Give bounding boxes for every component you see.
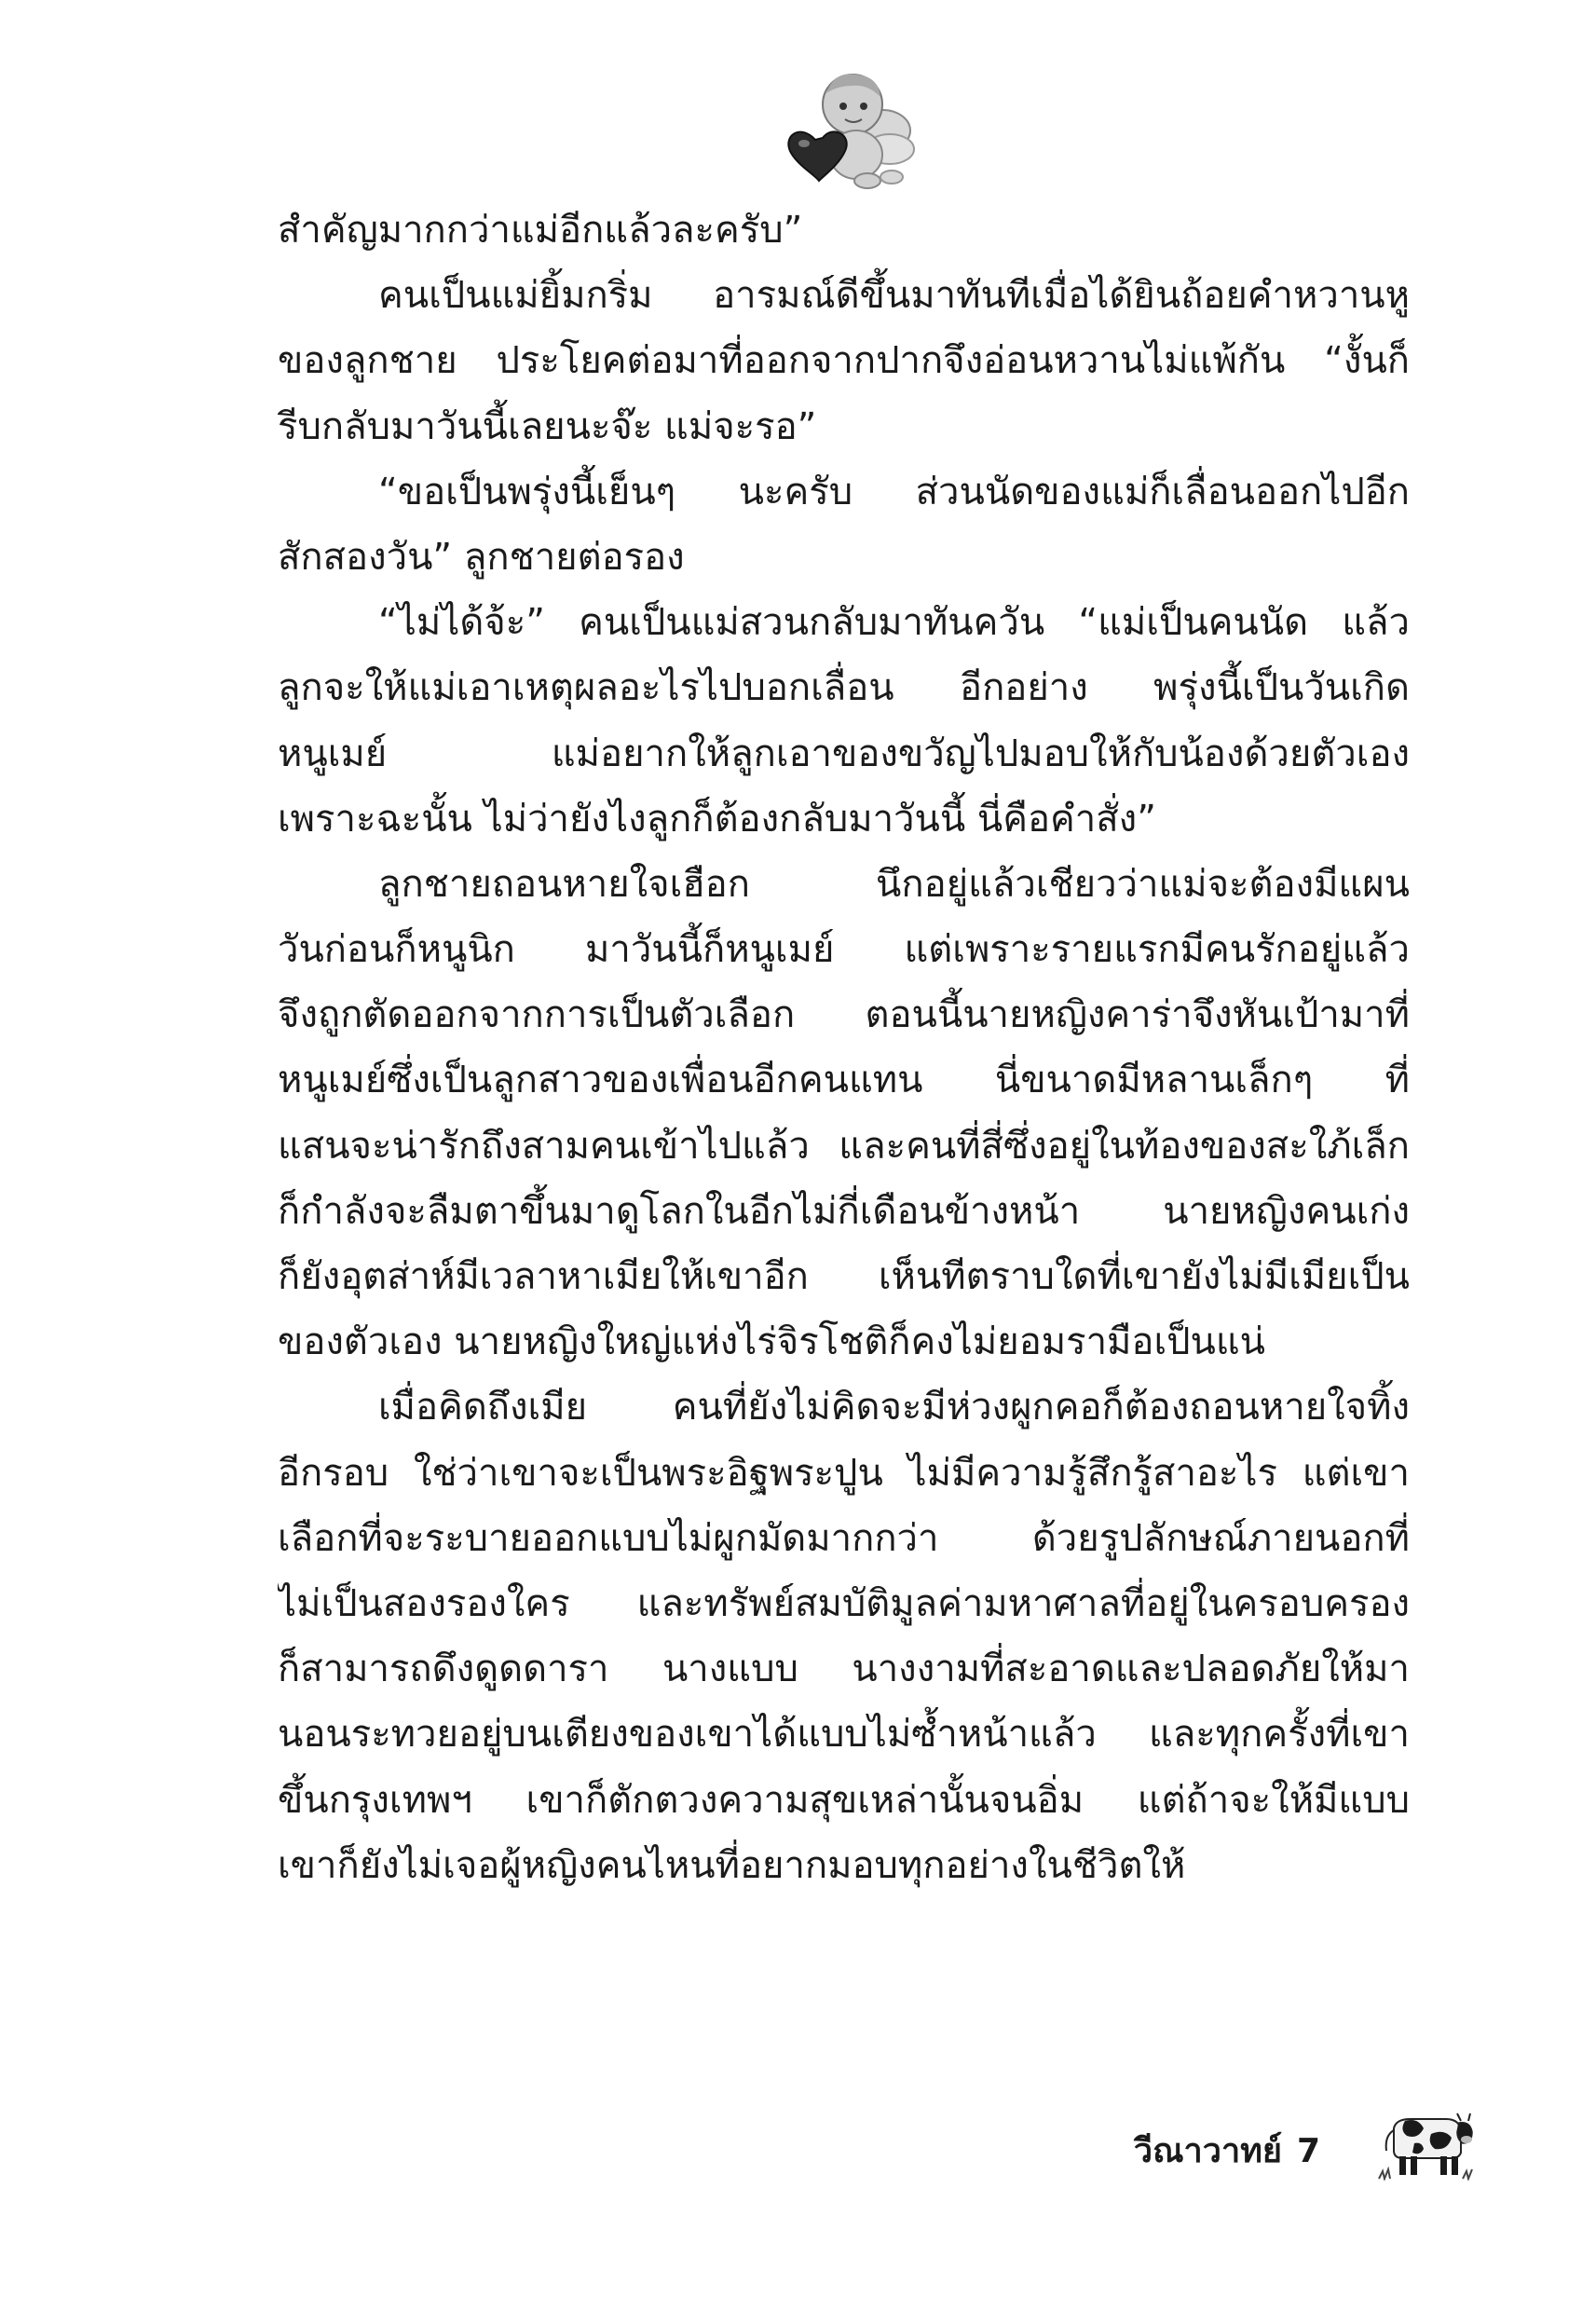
text-line: นอนระทวยอยู่บนเตียงของเขาได้แบบไม่ซ้ำหน้าแล้ว และทุกครั้งที่เขา <box>278 1713 1410 1757</box>
text-line: จึงถูกตัดออกจากการเป็นตัวเลือก ตอนนี้นายหญิงคาร่าจึงหันเป้ามาที่ <box>278 993 1410 1037</box>
text-line: “ไม่ได้จ้ะ” คนเป็นแม่สวนกลับมาทันควัน “แม่เป็นคนนัด แล้ว <box>378 601 1410 645</box>
text-line: สักสองวัน” ลูกชายต่อรอง <box>278 535 685 579</box>
text-line: อีกรอบ ใช่ว่าเขาจะเป็นพระอิฐพระปูน ไม่มีความรู้สึกรู้สาอะไร แต่เขา <box>278 1451 1410 1495</box>
text-line: “ขอเป็นพรุ่งนี้เย็นๆ นะครับ ส่วนนัดของแม่ก็เลื่อนออกไปอีก <box>378 470 1410 513</box>
text-line: ขึ้นกรุงเทพฯ เขาก็ตักตวงความสุขเหล่านั้นจนอิ่ม แต่ถ้าจะให้มีแบบ <box>278 1778 1410 1822</box>
text-line: เขาก็ยังไม่เจอผู้หญิงคนไหนที่อยากมอบทุกอย่างในชีวิตให้ <box>278 1843 1186 1887</box>
text-line: วันก่อนก็หนูนิก มาวันนี้ก็หนูเมย์ แต่เพราะรายแรกมีคนรักอยู่แล้ว <box>278 928 1410 972</box>
cupid-heart-icon <box>778 65 927 196</box>
text-line: ไม่เป็นสองรองใคร และทรัพย์สมบัติมูลค่ามหาศาลที่อยู่ในครอบครอง <box>278 1581 1410 1625</box>
text-line: รีบกลับมาวันนี้เลยนะจ๊ะ แม่จะรอ” <box>278 404 817 448</box>
text-line: ของตัวเอง นายหญิงใหญ่แห่งไร่จิรโชติก็คงไม่ยอมรามือเป็นแน่ <box>278 1320 1265 1364</box>
cow-icon <box>1377 2108 1474 2181</box>
text-line: หนูเมย์ซึ่งเป็นลูกสาวของเพื่อนอีกคนแทน นี่ขนาดมีหลานเล็กๆ ที่ <box>278 1059 1410 1102</box>
text-line: ก็กำลังจะลืมตาขึ้นมาดูโลกในอีกไม่กี่เดือนข้างหน้า นายหญิงคนเก่ง <box>278 1189 1410 1233</box>
text-line: ลูกชายถอนหายใจเฮือก นึกอยู่แล้วเชียวว่าแม่จะต้องมีแผน <box>378 862 1410 906</box>
text-line: แสนจะน่ารักถึงสามคนเข้าไปแล้ว และคนที่สี่ซึ่งอยู่ในท้องของสะใภ้เล็ก <box>278 1124 1410 1168</box>
text-line: ก็ยังอุตส่าห์มีเวลาหาเมียให้เขาอีก เห็นทีตราบใดที่เขายังไม่มีเมียเป็น <box>278 1255 1410 1298</box>
text-line: หนูเมย์ แม่อยากให้ลูกเอาของขวัญไปมอบให้กับน้องด้วยตัวเอง <box>278 732 1410 775</box>
body-text <box>278 198 1410 1898</box>
text-line: เมื่อคิดถึงเมีย คนที่ยังไม่คิดจะมีห่วงผูกคอก็ต้องถอนหายใจทิ้ง <box>378 1386 1410 1429</box>
text-line: เพราะฉะนั้น ไม่ว่ายังไงลูกก็ต้องกลับมาวันนี้ นี่คือคำสั่ง” <box>278 797 1156 841</box>
book-title: วีณาวาทย์ <box>1133 2132 1282 2170</box>
text-line: คนเป็นแม่ยิ้มกริ่ม อารมณ์ดีขึ้นมาทันทีเมื่อได้ยินถ้อยคำหวานหู <box>378 274 1410 318</box>
text-line: ลูกจะให้แม่เอาเหตุผลอะไรไปบอกเลื่อน อีกอย่าง พรุ่งนี้เป็นวันเกิด <box>278 666 1410 710</box>
page-number: 7 <box>1297 2132 1321 2170</box>
text-line: ก็สามารถดึงดูดดารา นางแบบ นางงามที่สะอาดและปลอดภัยให้มา <box>278 1648 1410 1691</box>
text-line: ของลูกชาย ประโยคต่อมาที่ออกจากปากจึงอ่อนหวานไม่แพ้กัน “งั้นก็ <box>278 339 1410 383</box>
text-line: สำคัญมากกว่าแม่อีกแล้วละครับ” <box>278 209 803 252</box>
text-line: เลือกที่จะระบายออกแบบไม่ผูกมัดมากกว่า ด้วยรูปลักษณ์ภายนอกที่ <box>278 1516 1410 1560</box>
